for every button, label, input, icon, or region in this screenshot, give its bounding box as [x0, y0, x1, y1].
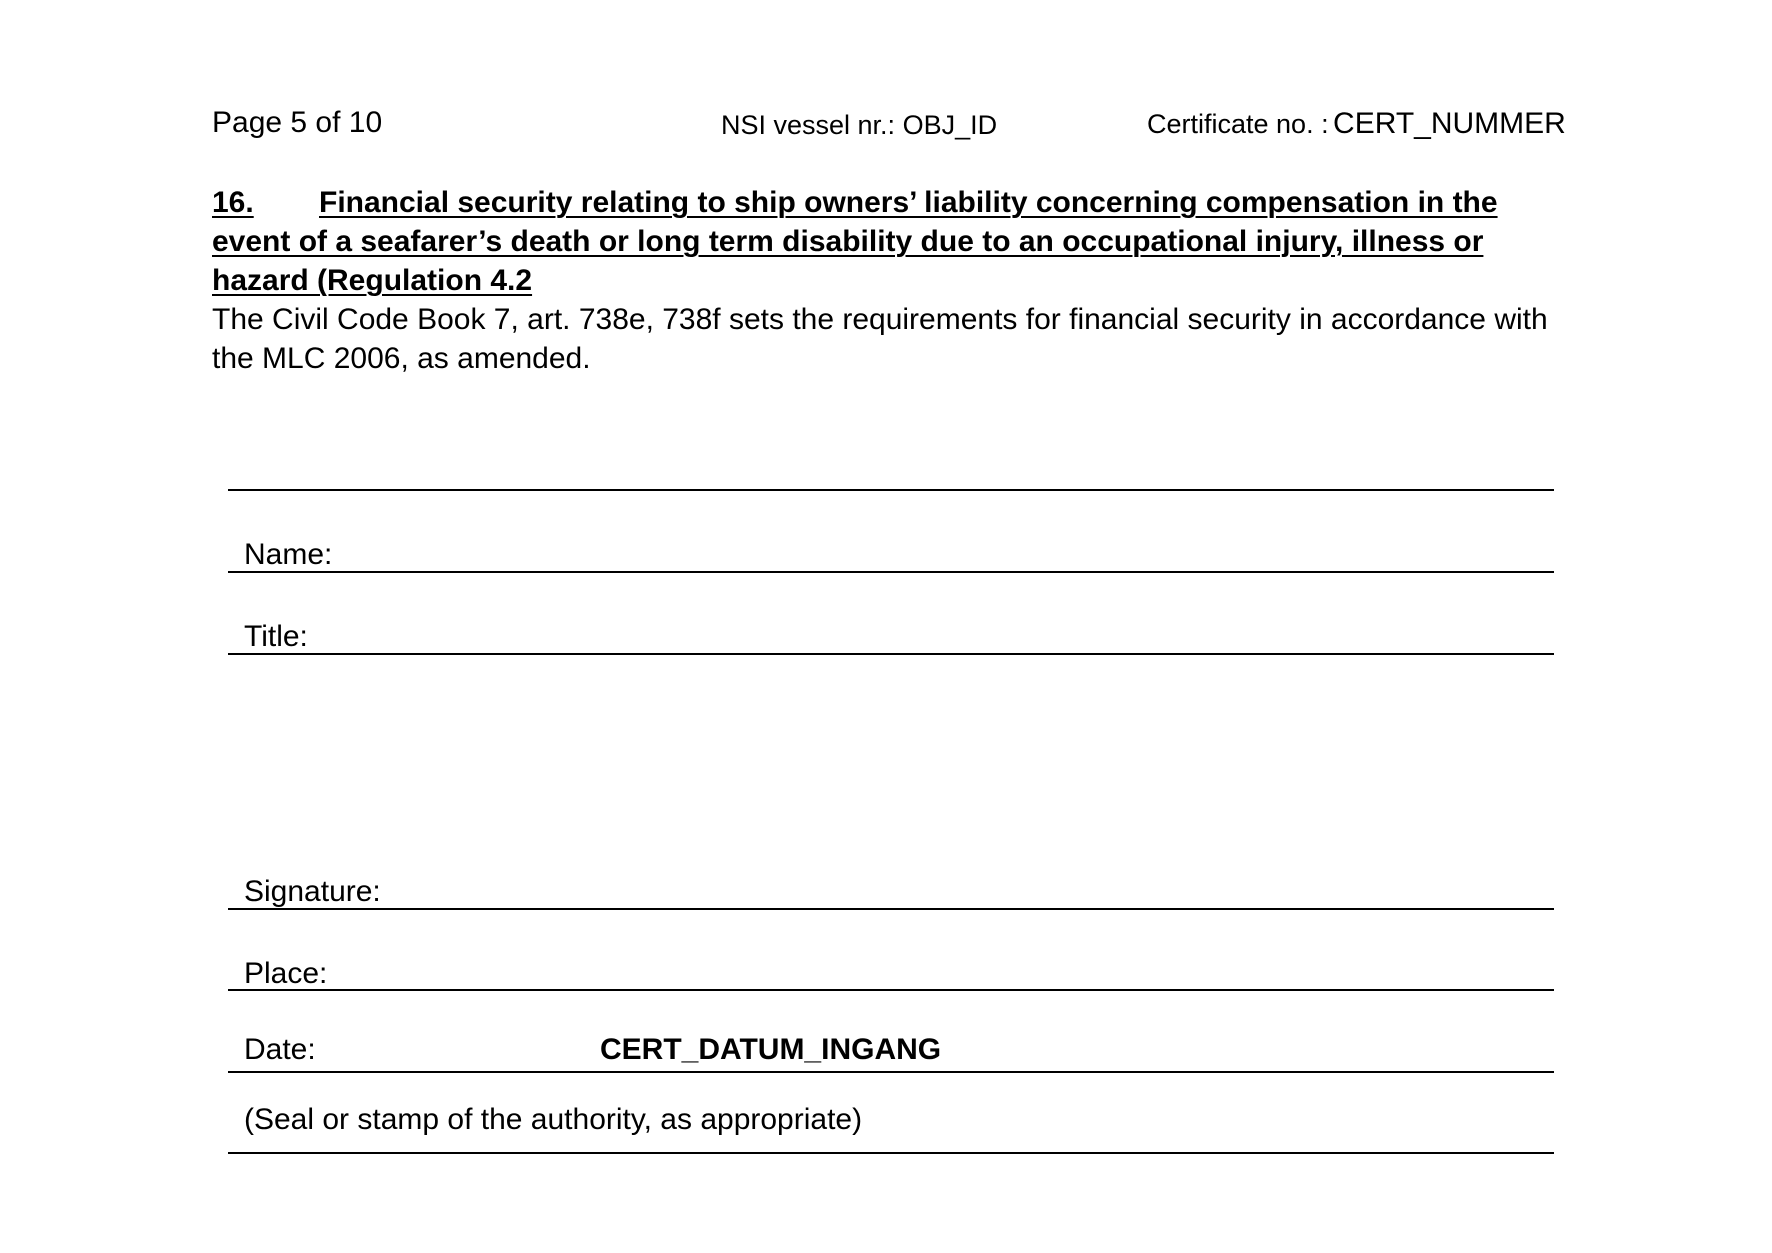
certificate-number: [1147, 107, 1566, 141]
signature-label: Signature:: [244, 875, 381, 908]
place-field-line[interactable]: [228, 989, 1554, 991]
place-label: Place:: [244, 957, 328, 990]
seal-field-line: [228, 1152, 1554, 1154]
date-label: Date:: [244, 1033, 316, 1066]
section-title-line-3: hazard (Regulation 4.2: [212, 264, 533, 297]
name-field-line[interactable]: [228, 571, 1554, 573]
title-label: Title:: [244, 620, 308, 653]
top-divider: [228, 489, 1554, 491]
name-label: Name:: [244, 538, 333, 571]
date-field-line[interactable]: [228, 1071, 1554, 1073]
signature-field-line[interactable]: [228, 908, 1554, 910]
title-field-line[interactable]: [228, 653, 1554, 655]
certificate-value: CERT_NUMMER: [1333, 107, 1566, 140]
section-heading: [212, 183, 1592, 300]
section-title-line-1: Financial security relating to ship owners’ liability concerning compensation in the: [319, 186, 1498, 219]
page-number: Page 5 of 10: [212, 106, 383, 139]
section-body-line-1: The Civil Code Book 7, art. 738e, 738f sets the requirements for financial security in accordance with: [212, 303, 1548, 336]
section-number: 16.: [212, 186, 254, 219]
certificate-label: Certificate no. :: [1147, 109, 1329, 139]
vessel-number: NSI vessel nr.: OBJ_ID: [721, 110, 998, 140]
section-title-line-2: event of a seafarer’s death or long term disability due to an occupational injury, illness or: [212, 225, 1484, 258]
section-body-line-2: the MLC 2006, as amended.: [212, 342, 591, 375]
seal-label: (Seal or stamp of the authority, as appropriate): [244, 1103, 863, 1136]
date-value: CERT_DATUM_INGANG: [600, 1033, 942, 1066]
section-body: [212, 300, 1592, 378]
